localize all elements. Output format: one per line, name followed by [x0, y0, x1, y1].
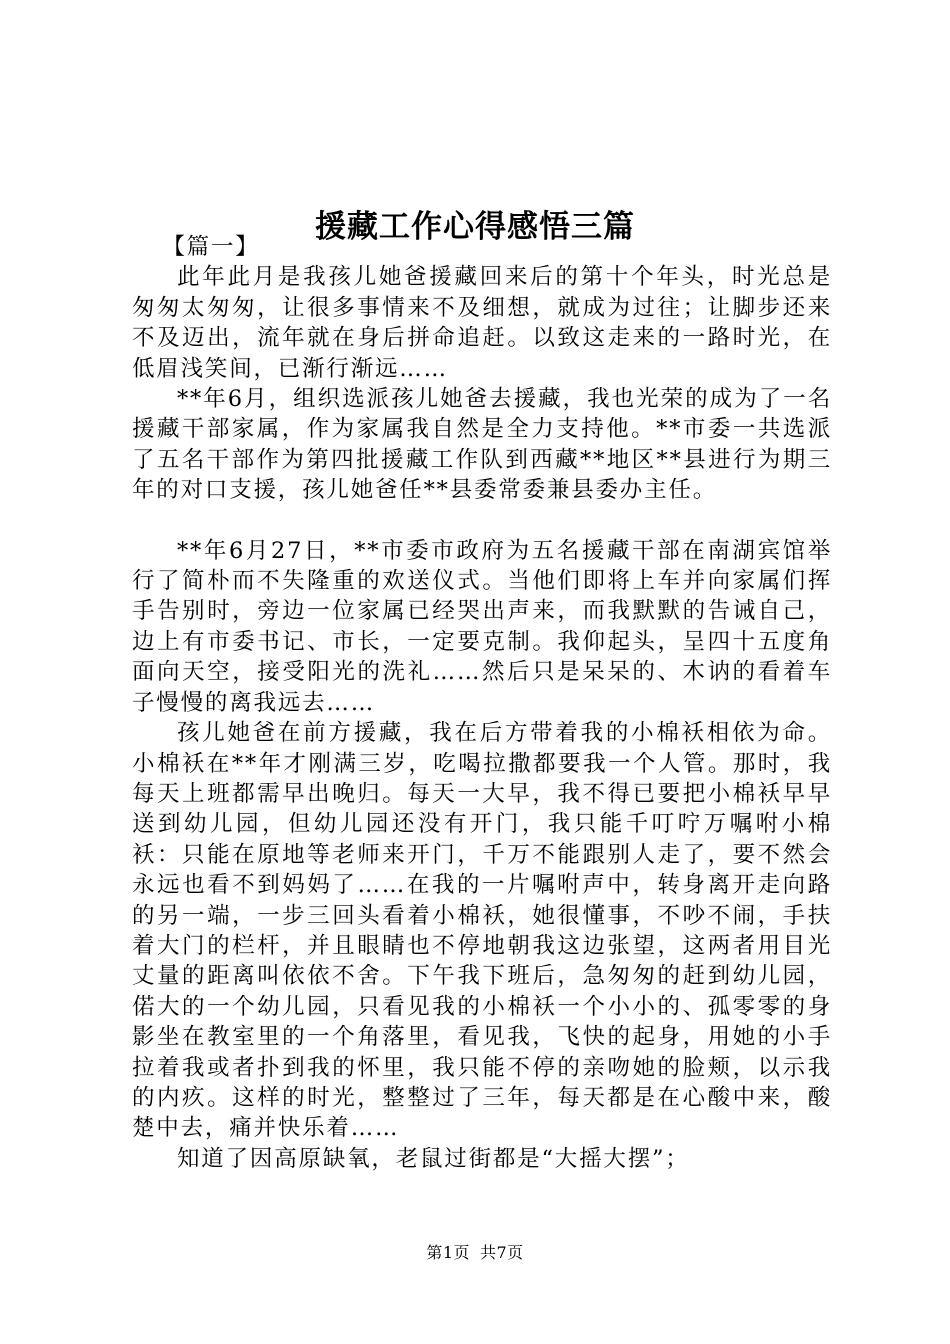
paragraph: 知道了因高原缺氧，老鼠过街都是“大摇大摆”； — [177, 1145, 690, 1172]
section-label: 【篇一】 — [162, 234, 260, 260]
paragraph: **年6月，组织选派孩儿她爸去援藏，我也光荣的成为了一名援藏干部家属，作为家属我自然是全力支持他。**市委一共选派了五名干部作为第四批援藏工作队到西藏**地区**县进行为期三年的对口支援，孩儿她爸任**县委常委兼县委办主任。 — [132, 386, 832, 504]
document-title: 援藏工作心得感悟三篇 — [315, 208, 635, 245]
paragraph: 此年此月是我孩儿她爸援藏回来后的第十个年头，时光总是匆匆太匆匆，让很多事情来不及细想，就成为过往；让脚步还来不及迈出，流年就在身后拼命追赶。以致这走来的一路时光，在低眉浅笑间，已渐行渐远…… — [132, 264, 832, 382]
page-footer — [0, 1242, 950, 1264]
page-total: 共7页 — [480, 1243, 524, 1262]
paragraph: **年6月27日，**市委市政府为五名援藏干部在南湖宾馆举行了简朴而不失隆重的欢送仪式。当他们即将上车并向家属们挥手告别时，旁边一位家属已经哭出声来，而我默默的告诫自己，边上有市委书记、市长，一定要克制。我仰起头，呈四十五度角面向天空，接受阳光的洗礼……然后只是呆呆的、木讷的看着车子慢慢的离我远去…… — [132, 537, 832, 716]
document-body — [132, 232, 832, 1174]
page-number: 第1页 — [426, 1243, 470, 1262]
paragraph: 孩儿她爸在前方援藏，我在后方带着我的小棉袄相依为命。小棉袄在**年才刚满三岁，吃喝拉撒都要我一个人管。那时，我每天上班都需早出晚归。每天一大早，我不得已要把小棉袄早早送到幼儿园，但幼儿园还没有开门，我只能千叮咛万嘱咐小棉袄：只能在原地等老师来开门，千万不能跟别人走了，要不然会永远也看不到妈妈了……在我的一片嘱咐声中，转身离开走向路的另一端，一步三回头看着小棉袄，她很懂事，不吵不闹，手扶着大门的栏杆，并且眼睛也不停地朝我这边张望，这两者用目光丈量的距离叫依依不舍。下午我下班后，急匆匆的赶到幼儿园，偌大的一个幼儿园，只看见我的小棉袄一个小小的、孤零零的身影坐在教室里的一个角落里，看见我，飞快的起身，用她的小手拉着我或者扑到我的怀里，我只能不停的亲吻她的脸颊，以示我的内疚。这样的时光，整整过了三年，每天都是在心酸中来，酸楚中去，痛并快乐着…… — [132, 720, 832, 1142]
